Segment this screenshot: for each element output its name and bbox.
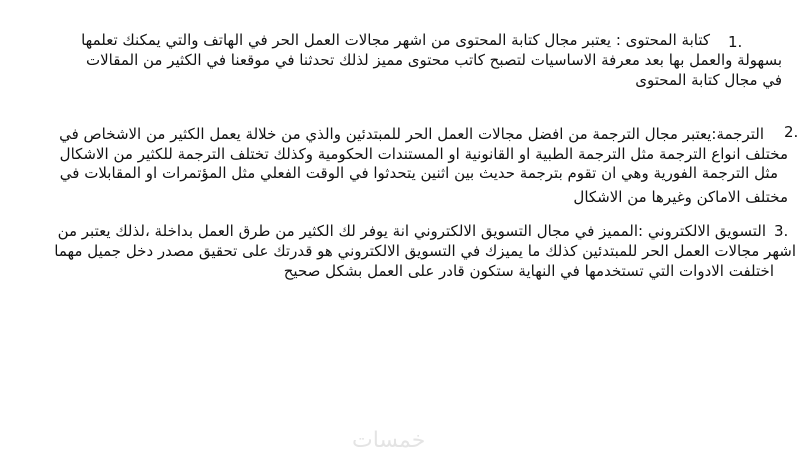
paragraph-3-line-2: اشهر مجالات العمل الحر للمبتدئين كذلك ما يميزك في التسويق الالكتروني هو قدرتك على تحقيق مصدر دخل جميل مهما	[54, 242, 796, 260]
paragraph-3-line-1: التسويق الالكتروني :المميز في مجال التسويق الالكتروني انة يوفر لك الكثير من طرق العمل بداخلة ،لذلك يعتبر من	[57, 222, 766, 240]
paragraph-2-line-4: مختلف الاماكن وغيرها من الاشكال	[573, 188, 788, 206]
paragraph-2-line-2: مختلف انواع الترجمة مثل الترجمة الطبية او القانونية او المستندات الحكومية وكذلك تختلف الترجمة للكثير من الاشكال	[59, 145, 788, 163]
paragraph-1-line-3: في مجال كتابة المحتوى	[635, 71, 782, 89]
paragraph-3-line-3: اختلفت الادوات التي تستخدمها في النهاية ستكون قادر على العمل بشكل صحيح	[283, 262, 774, 280]
watermark-logo: خمسات	[352, 428, 426, 453]
paragraph-2-line-1: الترجمة:يعتبر مجال الترجمة من افضل مجالات العمل الحر للمبتدئين والذي من خلالة يعمل الكثير من الاشخاص في	[59, 125, 764, 143]
paragraph-1-line-1: كتابة المحتوى : يعتبر مجال كتابة المحتوى من اشهر مجالات العمل الحر في الهاتف والتي يمكنك تعلمها	[81, 31, 710, 49]
paragraph-2-line-3: مثل الترجمة الفورية وهي ان تقوم بترجمة حديث بين اثنين يتحدثوا في الوقت الفعلي مثل المؤتمرات او المقابلات في	[59, 164, 778, 182]
paragraph-2-number: 2.	[784, 123, 799, 141]
paragraph-1-line-2: بسهولة والعمل بها بعد معرفة الاساسيات لتصبح كاتب محتوى مميز لذلك تحدثنا في موقعنا في الكثير من المقالات	[86, 51, 782, 69]
paragraph-1-number: 1.	[728, 33, 743, 51]
paragraph-3-number: 3.	[774, 222, 789, 240]
